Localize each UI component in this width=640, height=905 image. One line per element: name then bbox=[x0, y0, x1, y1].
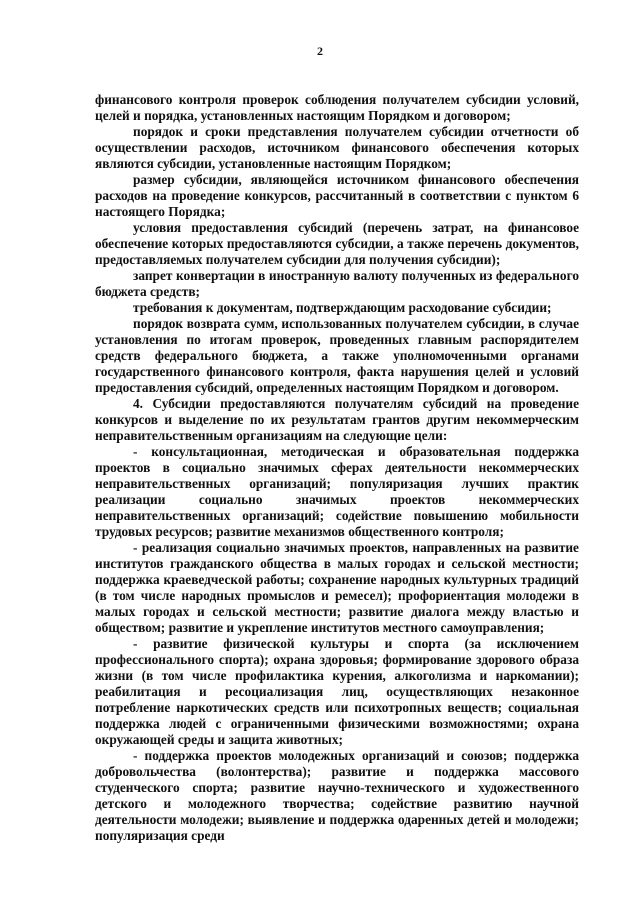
paragraph-continuation: финансового контроля проверок соблюдения получателем субсидии условий, целей и порядка, установленных настоящим Порядком и договором; bbox=[95, 92, 579, 123]
document-body bbox=[95, 92, 579, 844]
paragraph-document-requirements: требования к документам, подтверждающим расходование субсидии; bbox=[133, 300, 552, 315]
paragraph-refund-order: порядок возврата сумм, использованных получателем субсидии, в случае установления по итогам проверок, проведенных главным распорядителем средств федерального бюджета, а также уполномоченными органами государственного финансового контроля, факта нарушения целей и условий предоставления субсидий, определенных настоящим Порядком и договором. bbox=[95, 316, 579, 395]
page-number: 2 bbox=[317, 44, 323, 58]
paragraph-subsidy-conditions: условия предоставления субсидий (перечень затрат, на финансовое обеспечение которых предоставляются субсидии, а также перечень документов, предоставляемых получателем субсидии для получения субсидии); bbox=[95, 220, 579, 267]
list-item-sport-health: - развитие физической культуры и спорта (за исключением профессионального спорта); охрана здоровья; формирование здорового образа жизни (в том числе профилактика курения, алкоголизма и наркомании); реабилитация и ресоциализация лиц, осуществляющих незаконное потребление наркотических средств или психотропных веществ; социальная поддержка людей с ограниченными физическими возможностями; охрана окружающей среды и защита животных; bbox=[95, 636, 579, 747]
paragraph-reporting-order: порядок и сроки представления получателем субсидии отчетности об осуществлении расходов, источником финансового обеспечения которых являются субсидии, установленные настоящим Порядком; bbox=[95, 124, 579, 171]
list-item-youth-support: - поддержка проектов молодежных организаций и союзов; поддержка добровольчества (волонтерства); развитие и поддержка массового студенческого спорта; развитие научно-технического и художественного детского и молодежного творчества; содействие развитию научной деятельности молодежи; выявление и поддержка одаренных детей и молодежи; популяризация среди bbox=[95, 748, 579, 843]
paragraph-subsidy-size: размер субсидии, являющейся источником финансового обеспечения расходов на проведение конкурсов, рассчитанный в соответствии с пунктом 6 настоящего Порядка; bbox=[95, 172, 579, 219]
list-item-consulting-support: - консультационная, методическая и образовательная поддержка проектов в социально значимых сферах деятельности некоммерческих неправительственных организаций; популяризация лучших практик реализации социально значимых проектов некоммерческих неправительственных организаций; содействие повышению мобильности трудовых ресурсов; развитие механизмов общественного контроля; bbox=[95, 444, 579, 539]
list-item-civil-society: - реализация социально значимых проектов, направленных на развитие институтов гражданского общества в малых городах и сельской местности; поддержка краеведческой работы; сохранение народных культурных традиций (в том числе народных промыслов и ремесел); профориентация молодежи в малых городах и сельской местности; развитие диалога между властью и обществом; развитие и укрепление институтов местного самоуправления; bbox=[95, 540, 579, 635]
paragraph-currency-ban: запрет конвертации в иностранную валюту полученных из федерального бюджета средств; bbox=[95, 268, 579, 299]
paragraph-section-4: 4. Субсидии предоставляются получателям субсидий на проведение конкурсов и выделение по их результатам грантов другим некоммерческим неправительственным организациям на следующие цели: bbox=[95, 396, 579, 443]
